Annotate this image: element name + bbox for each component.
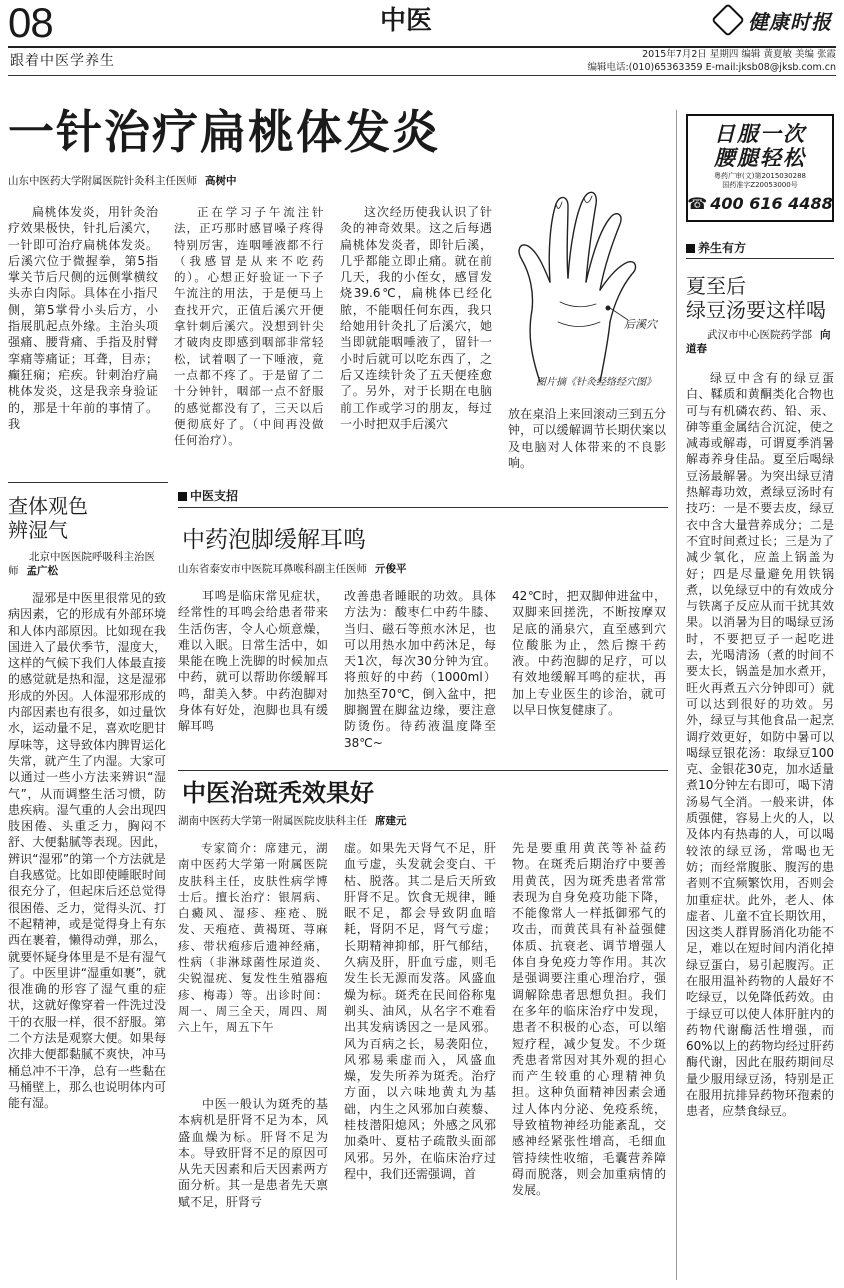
- foot-section-rule: [178, 507, 668, 508]
- alopecia-col-3: 先是要重用黄芪等补益药物。在斑秃后期治疗中要善用黄芪，因为斑秃患者常常表现为自身免疫功能下降，不能像常人一样抵御邪气的攻击，而黄芪具有补益强健体质、抗衰老、调节增强人体自身免疫力等作用。其次是强调要注重心理治疗，强调解除患者思想负担。我们在多年的临床治疗中发现，患者不积极的心态，可以缩短疗程，减少复发。不少斑秃患者常因对其外观的担心而产生较重的心理精神负担。这种负面精神因素会通过人体内分泌、免疫系统，导致植物神经功能紊乱，交感神经紧张性增高，毛细血管持续性收缩，毛囊营养障碍而脱落，则会加重病情的发展。: [512, 841, 666, 1198]
- square-bullet-icon: [686, 244, 695, 253]
- main-col-1: 扁桃体发炎，用针灸治疗效果极快，针扎后溪穴，一针即可治疗扁桃体发炎。后溪穴位于微握拳，第5指掌关节后尺侧的远侧掌横纹头赤白肉际。具体在小指尺侧，第5掌骨小头后方，小指展肌起点外缘。主治头项强痛、腰背痛、手指及肘臂挛痛等痛证；耳聋，目赤；癫狂痫；疟疾。针刺治疗扁桃体发炎，这是我亲身验证的，那是十年前的事情了。我: [8, 205, 158, 431]
- foot-article-title: 中药泡脚缓解耳鸣: [182, 527, 366, 553]
- foot-col-3: 42℃时，把双脚伸进盆中，双脚来回搓洗，不断按摩双足底的涌泉穴，直至感到穴位酸胀为止，然后擦干药液。中药泡脚的足疗，可以有效地缓解耳鸣的症状，再加上专业医生的诊治，就可以早日恢复健康了。: [512, 589, 666, 718]
- author-name: 高树中: [205, 175, 237, 187]
- side-body: 湿邪是中医里很常见的致病因素，它的形成有外部环境和人体内部原因。比如现在我国进入了最伏季节，湿度大，这样的气候下我们人体最直接的感觉就是热和湿，这是湿邪形成的外因。人体湿邪形成的内部因素也有很多，如过量饮水，运动量不足，喜欢吃肥甘厚味等，这导致体内脾胃运化失常，就产生了内湿。大家可以通过一些小方法来辨识“湿气”，从而调整生活习惯，防患疾病。湿气重的人会出现四肢困倦、头重乏力，胸闷不舒、大便黏腻等表现。因此，辨识“湿邪”的第一个方法就是自我感觉。比如即使睡眠时间很充分了，但起床后还总觉得很困倦、乏力，觉得头沉、打不起精神，或是觉得身上有东西在裹着，懒得动弹，那么，就要怀疑身体里是不是有湿气了。中医里讲“湿重如裹”，就很准确的形容了湿气重的症状，这就好像穿着一件洗过没干的衣服一样，很不舒服。第二个方法是观察大便。如果每次排大便都黏腻不爽快，冲马桶总冲不干净，总有一些黏在马桶壁上，那么也说明体内可能有湿。: [8, 591, 166, 1111]
- logo-mark-icon: [711, 3, 745, 37]
- side-author-affiliation: 北京中医医院呼吸科主治医师: [8, 551, 155, 577]
- column-name: 跟着中医学养生: [10, 53, 115, 69]
- alopecia-intro: 专家简介：席建元，湖南中医药大学第一附属医院皮肤科主任，皮肤性病学博士后。擅长治疗：银屑病、白癜风、湿疹、痤疮、脱发、天疱疮、黄褐斑、荨麻疹、带状疱疹后遗神经痛，性病（非淋球菌性尿道炎、尖锐湿疣、复发性生殖器疱疹、梅毒）等。出诊时间：周一、周三全天，周四、周六上午，周五下午: [178, 841, 328, 1035]
- author-affiliation: 山东中医药大学附属医院针灸科主任医师: [8, 175, 197, 187]
- masthead-info: 2015年7月2日 星期四 编辑 黄夏敏 美编 张霞: [642, 49, 836, 60]
- alopecia-col-2: 虚。如果先天肾气不足，肝血亏虚，头发就会变白、干枯、脱落。其二是后天所致肝肾不足。饮食无规律，睡眠不足，都会导致阴血暗耗，肾阴不足，肾气亏虚；长期精神抑郁，肝气郁结，久病及肝，肝血亏虚，则毛发生长无源而发落。风盛血燥为标。斑秃在民间俗称鬼剃头、油风，从名字不难看出其发病诱因之一是风邪。风为百病之长，易袭阳位，风邪易乘虚而入，风盛血燥，发失所养为斑秃。治疗方面，以六味地黄丸为基础，内生之风邪加白蒺藜、桂枝潜阳熄风；外感之风邪加桑叶、夏枯子疏散头面部风邪。另外，在临床治疗过程中，我们还需强调，首: [344, 841, 496, 1181]
- side-author-name: 孟广松: [26, 565, 58, 577]
- foot-col-2: 改善患者睡眠的功效。具体方法为：酸枣仁中药牛膝、当归、磁石等煎水沐足，也可以用热水加中药沐足，每天1次，每次30分钟为宜。将煎好的中药（1000ml）加热至70℃，倒入盆中，把脚搁置在脚盆边缘，要注意防烫伤。待药液温度降至38℃~: [344, 589, 496, 750]
- summer-author: [686, 328, 834, 356]
- side-title-1: 查体观色: [8, 494, 88, 518]
- foot-col-1: 耳鸣是临床常见症状，经常性的耳鸣会给患者带来生活伤害，令人心烦意燥，难以入眠。日常生活中，如果能在晚上洗脚的时候加点中药，就可以帮助你缓解耳鸣，甜美入梦。中药泡脚对身体有好处，泡脚也具有缓解耳鸣: [178, 589, 328, 734]
- main-article-title: 一针治疗扁桃体发炎: [8, 105, 440, 159]
- ad-box[interactable]: [686, 114, 834, 222]
- ad-headline-1: 日服一次: [714, 122, 806, 146]
- alopecia-author-affiliation: 湖南中医药大学第一附属医院皮肤科主任: [178, 815, 367, 827]
- foot-author-name: 亓俊平: [375, 563, 407, 575]
- ad-fine-print-1: 粤药广审(文)第2015030288: [714, 172, 806, 180]
- header-underline: [8, 75, 836, 76]
- contact-info: 编辑电话:(010)65363359 E-mail:jksb08@jksb.com.cn: [587, 62, 836, 73]
- acupoint-figure: [500, 182, 670, 402]
- main-article-author: [8, 174, 237, 188]
- right-column-rule: [676, 110, 677, 1280]
- foot-section-label: [178, 488, 238, 504]
- phone-icon: ☎: [687, 194, 708, 213]
- main-col-3: 这次经历使我认识了针灸的神奇效果。这之后每遇扁桃体发炎者，即针后溪，几乎都能立即止痛。就在前几天，我的小侄女，感冒发烧39.6℃，扁桃体已经化脓，不能咽任何东西，我只给她用针灸扎了后溪穴，她当即就能咽唾液了，留针一小时后就可以吃东西了，之后又连续针灸了五天便痊愈了。另外，对于长期在电脑前工作或学习的朋友，每过一小时把双手后溪穴: [340, 205, 492, 431]
- alopecia-author: [178, 814, 407, 828]
- ad-phone: 400 616 4488: [710, 194, 833, 213]
- newspaper-logo: [716, 6, 834, 34]
- alopecia-top-rule: [178, 770, 668, 771]
- square-bullet-icon: [178, 492, 187, 501]
- side-title-2: 辨湿气: [8, 518, 68, 542]
- summer-author-name: 向道春: [686, 329, 831, 355]
- hand-illustration: [500, 182, 670, 402]
- foot-author: [178, 562, 407, 576]
- header-rule: [8, 46, 836, 48]
- summer-label-rule: [686, 258, 834, 259]
- summer-title-1: 夏至后: [686, 274, 746, 298]
- page-number: 08: [8, 0, 53, 46]
- main-col-4: 放在桌沿上来回滚动三到五分钟，可以缓解调节长期伏案以及电脑对人体带来的不良影响。: [508, 407, 666, 470]
- summer-body: 绿豆中含有的绿豆蛋白、鞣质和黄酮类化合物也可与有机磷农药、铅、汞、砷等重金属结合沉淀，使之减毒或解毒，可谓夏季消暑解毒养身佳品。夏至后喝绿豆汤最解暑。为突出绿豆清热解毒功效，煮绿豆汤时有技巧：一是不要去皮，绿豆衣中含大量营养成分；二是不宜时间煮过长；三是为了减少氧化，应盖上锅盖为好；四是尽量避免用铁锅煮，以免绿豆中的有效成分与铁离子反应从而干扰其效果。以消暑为目的喝绿豆汤时，不要把豆子一起吃进去，光喝清汤（煮的时间不要太长，锅盖是加水煮开，旺火再煮五六分钟即可）就可以达到很好的功效。另外，绿豆与其他食品一起烹调疗效更好，如防中暑可以喝绿豆银花汤：取绿豆100克、金银花30克，加水适量煮10分钟左右即可，喝下清汤易气全消。一般来讲，体质强健，容易上火的人，以及体内有热毒的人，可以喝较浓的绿豆汤，常喝也无妨；而经常腹胀、腹泻的患者则不宜频繁饮用，否则会加重症状。此外，老人、体虚者、儿童不宜长期饮用，因这类人群胃肠消化功能不足，难以在短时间内消化掉绿豆蛋白，易引起腹泻。正在服用温补药物的人最好不吃绿豆，以免降低药效。由于绿豆可以使人体肝脏内的药物代谢酶活性增强，而60%以上的药物均经过肝药酶代谢，因此在服药期间尽量少服用绿豆汤，特别是正在服用抗排异药物环孢素的患者，应禁食绿豆。: [686, 371, 834, 1119]
- summer-author-affiliation: 武汉市中心医院药学部: [707, 329, 812, 341]
- newspaper-name: 健康时报: [748, 9, 832, 34]
- alopecia-title: 中医治斑秃效果好: [182, 778, 374, 807]
- main-col-2: 正在学习子午流注针法，正巧那时感冒嗓子疼得特别厉害，连咽唾液都不行（我感冒是从来不吃药的）。心想正好验证一下子午流注的用法，于是便马上查找开穴，正值后溪穴开便拿针刺后溪穴。没想到针尖才破肉皮即感到咽部非常轻松，试着咽了一下唾液，竟一点都不疼了。于是留了二十分钟针，咽部一点不舒服的感觉都没有了，三天以后便彻底好了。（中间再没做任何治疗）。: [174, 205, 324, 448]
- foot-author-affiliation: 山东省泰安市中医院耳鼻喉科副主任医师: [178, 563, 367, 575]
- section-title: 中医: [380, 6, 433, 36]
- side-author: [8, 550, 164, 578]
- acupoint-marker: [606, 306, 611, 311]
- ad-phone-row: [687, 194, 833, 213]
- summer-section-text: 养生有方: [698, 241, 747, 255]
- figure-caption: 图片摘《针灸经络经穴图》: [536, 377, 656, 388]
- alopecia-col-1-body: 中医一般认为斑秃的基本病机是肝肾不足为本，风盛血燥为标。肝肾不足为本。导致肝肾不足的原因可从先天因素和后天因素两方面分析。其一是患者先天禀赋不足，肝肾亏: [178, 1097, 328, 1209]
- summer-section-label: [686, 240, 746, 256]
- side-article-top-rule: [8, 482, 168, 483]
- alopecia-author-name: 席建元: [375, 815, 407, 827]
- ad-fine-print-2: 国药准字Z20053000号: [722, 181, 798, 189]
- foot-section-text: 中医支招: [190, 489, 239, 503]
- acupoint-label: 后溪穴: [624, 318, 657, 331]
- summer-title-2: 绿豆汤要这样喝: [686, 298, 826, 322]
- ad-headline-2: 腰腿轻松: [714, 146, 806, 170]
